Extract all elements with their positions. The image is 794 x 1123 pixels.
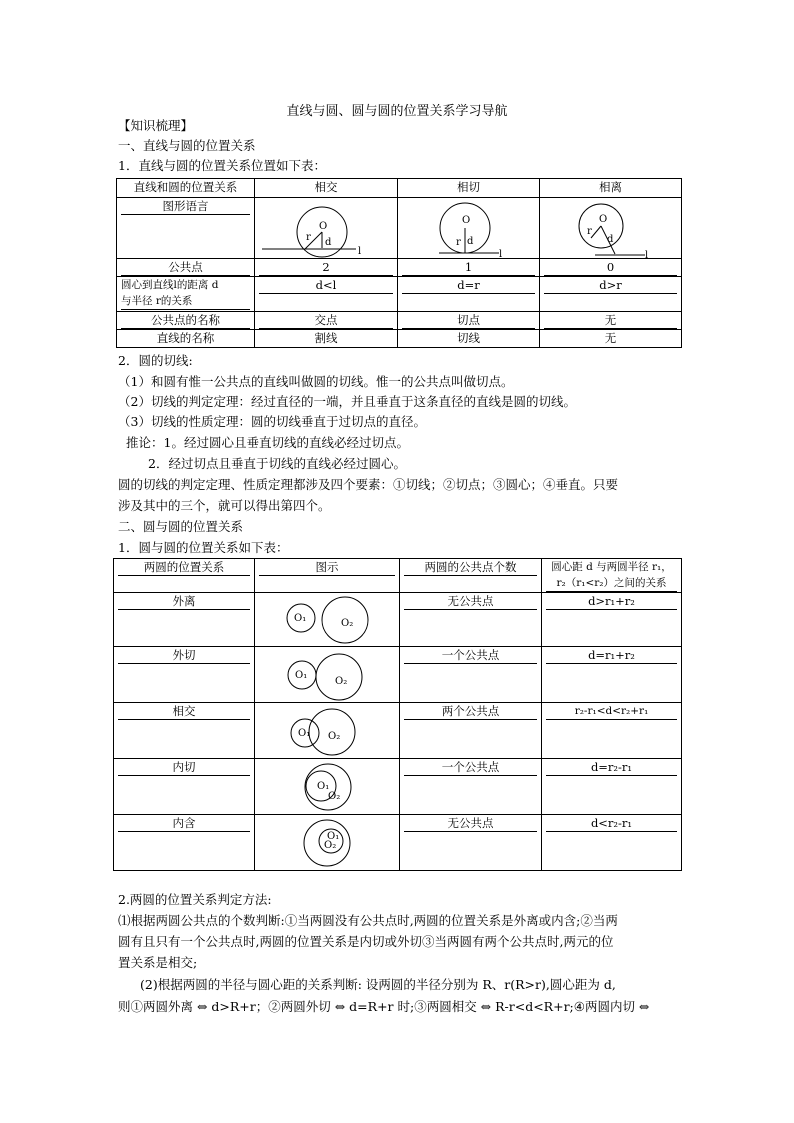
svg-text:O₂: O₂ — [328, 731, 341, 742]
table2-cell: 无公共点 — [400, 815, 542, 871]
figure-tangent — [398, 198, 540, 259]
table1-cell: 2 — [255, 259, 398, 277]
section2-sub1: 1．圆与圆的位置关系如下表： — [118, 540, 289, 555]
section2-heading: 二、圆与圆的位置关系 — [118, 519, 244, 534]
tangent-criterion: （2）切线的判定定理：经过直径的一端，并且垂直于这条直径的直线是圆的切线。 — [118, 394, 576, 409]
table2-header-cell: 两圆的公共点个数 — [400, 559, 542, 593]
svg-text:O₁: O₁ — [298, 728, 311, 739]
tangent-definition: （1）和圆有惟一公共点的直线叫做圆的切线。惟一的公共点叫做切点。 — [118, 374, 514, 389]
table1-cell: 1 — [398, 259, 540, 277]
table2-cell: 一个公共点 — [400, 647, 542, 703]
svg-text:O: O — [461, 215, 470, 226]
four-elements-line1: 圆的切线的判定定理、性质定理都涉及四个要素：①切线；②切点；③圆心；④垂直。只要 — [118, 477, 619, 492]
table1-row-label: 公共点的名称 — [117, 312, 255, 330]
table2-cell: d=r₂-r₁ — [542, 759, 682, 815]
table2-cell: 两个公共点 — [400, 703, 542, 759]
table2-row-name: 相交 — [114, 703, 255, 759]
knowledge-header: 【知识梳理】 — [118, 118, 194, 133]
svg-text:l: l — [644, 250, 648, 258]
svg-text:r: r — [306, 232, 311, 243]
section1-sub1: 1．直线与圆的位置关系位置如下表： — [118, 158, 326, 173]
table1-cell: 切点 — [398, 312, 540, 330]
svg-text:O₂: O₂ — [328, 791, 341, 802]
table2-header-cell: 圆心距 d 与两圆半径 r₁， r₂（r₁<r₂）之间的关系 — [542, 559, 682, 593]
table1-cell: 无 — [540, 312, 682, 330]
judgment-2-line1: (2)根据两圆的半径与圆心距的关系判断: 设两圆的半径分别为 R、r(R>r),圆心距为 d, — [140, 977, 616, 992]
corollary-2: 2．经过切点且垂直于切线的直线必经过圆心。 — [148, 456, 406, 471]
line-circle-table — [116, 178, 682, 348]
table2-row-name: 外离 — [114, 593, 255, 647]
table1-row-label: 公共点 — [117, 259, 255, 277]
table1-cell: d<l — [255, 277, 398, 312]
table2-header-cell: 图示 — [255, 559, 400, 593]
judgment-1-line3: 置关系是相交; — [118, 955, 198, 970]
svg-text:O₂: O₂ — [324, 840, 337, 851]
svg-text:O₁: O₁ — [327, 831, 340, 842]
table2-cell: r₂-r₁<d<r₂+r₁ — [542, 703, 682, 759]
svg-text:l: l — [498, 249, 502, 258]
table1-cell: d=r — [398, 277, 540, 312]
judgment-2-line2: 则①两圆外离 ⇔ d>R+r；②两圆外切 ⇔ d=R+r 时;③两圆相交 ⇔ R-r<d<R+r;④两圆内切 ⇔ — [118, 999, 650, 1014]
figure-internal-tangent — [255, 759, 400, 815]
svg-text:d: d — [606, 234, 613, 245]
table1-cell: 割线 — [255, 330, 398, 348]
table2-header-cell: 两圆的位置关系 — [114, 559, 255, 593]
svg-text:O: O — [598, 214, 607, 225]
figure-external-separate — [255, 593, 400, 647]
figure-external-tangent — [255, 647, 400, 703]
section1-heading: 一、直线与圆的位置关系 — [118, 138, 256, 153]
table1-cell: 无 — [540, 330, 682, 348]
table2-row-name: 内切 — [114, 759, 255, 815]
table1-cell: 0 — [540, 259, 682, 277]
table1-header-cell: 直线和圆的位置关系 — [117, 179, 255, 198]
table2-cell: d<r₂-r₁ — [542, 815, 682, 871]
table2-row-name: 外切 — [114, 647, 255, 703]
table2-cell: 无公共点 — [400, 593, 542, 647]
table1-row-label: 圆心到直线l的距离 d 与半径 r的关系 — [117, 277, 255, 312]
table2-cell: d=r₁+r₂ — [542, 647, 682, 703]
table1-cell: 交点 — [255, 312, 398, 330]
svg-text:r: r — [586, 226, 592, 237]
four-elements-line2: 涉及其中的三个，就可以得出第四个。 — [118, 498, 331, 513]
svg-text:O₁: O₁ — [317, 781, 330, 792]
svg-text:r: r — [455, 237, 461, 248]
table2-row-name: 内含 — [114, 815, 255, 871]
judgment-1-line1: ⑴根据两圆公共点的个数判断:①当两圆没有公共点时,两圆的位置关系是外离或内含;②当两 — [118, 913, 618, 928]
tangent-property: （3）切线的性质定理：圆的切线垂直于过切点的直径。 — [118, 414, 426, 429]
table1-cell: 切线 — [398, 330, 540, 348]
table1-row-label: 图形语言 — [117, 198, 255, 259]
svg-text:O: O — [319, 221, 328, 232]
circle-circle-table — [113, 558, 682, 871]
svg-text:O₂: O₂ — [335, 676, 348, 687]
corollary-1: 推论：1。经过圆心且垂直切线的直线必经过切点。 — [126, 435, 409, 450]
tangent-heading: 2．圆的切线: — [118, 353, 193, 368]
table2-cell: 一个公共点 — [400, 759, 542, 815]
svg-text:l: l — [358, 246, 362, 257]
figure-separate — [540, 198, 682, 259]
table1-cell: d>r — [540, 277, 682, 312]
figure-intersect — [255, 198, 398, 259]
svg-text:O₁: O₁ — [294, 613, 307, 624]
svg-text:d: d — [325, 237, 332, 248]
judgment-heading: 2.两圆的位置关系判定方法: — [118, 892, 272, 907]
figure-contained — [255, 815, 400, 871]
svg-text:O₂: O₂ — [341, 618, 354, 629]
judgment-1-line2: 圆有且只有一个公共点时,两圆的位置关系是内切或外切③当两圆有两个公共点时,两元的位 — [118, 934, 614, 949]
table1-header-cell: 相切 — [398, 179, 540, 198]
svg-text:O₁: O₁ — [295, 670, 308, 681]
table1-header-cell: 相离 — [540, 179, 682, 198]
table1-row-label: 直线的名称 — [117, 330, 255, 348]
figure-intersecting — [255, 703, 400, 759]
svg-text:d: d — [466, 236, 473, 247]
table1-header-cell: 相交 — [255, 179, 398, 198]
page-title: 直线与圆、圆与圆的位置关系学习导航 — [286, 104, 508, 119]
table2-cell: d>r₁+r₂ — [542, 593, 682, 647]
